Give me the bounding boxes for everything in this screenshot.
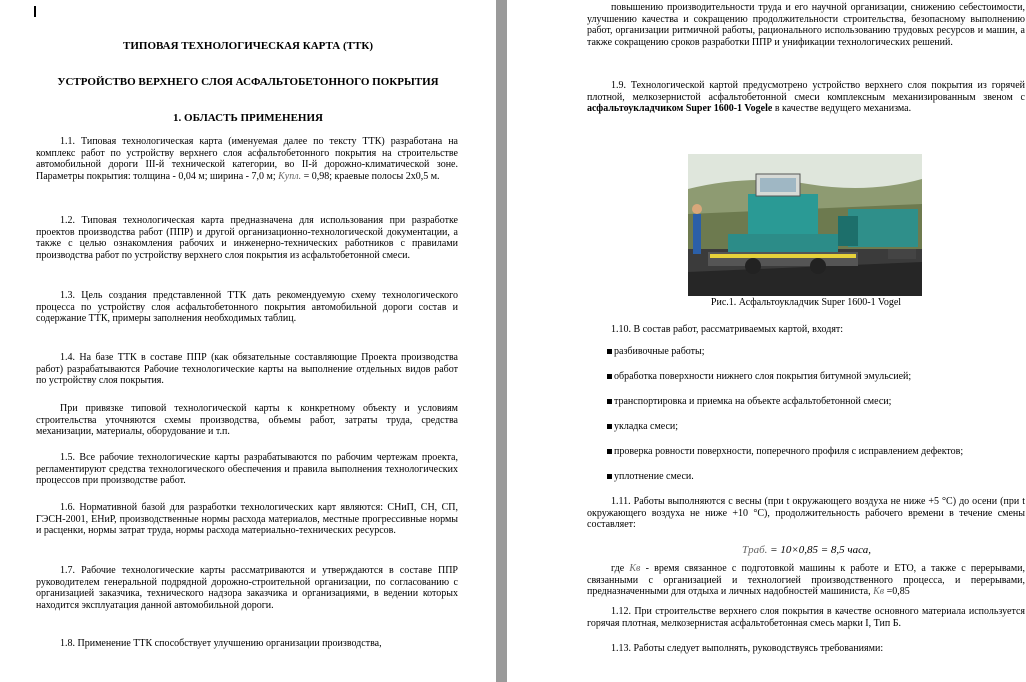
paver-model-bold: асфальтоукладчиком Super 1600-1 Vogele — [587, 103, 773, 114]
formula-expression: = 10×0,85 = 8,5 часа, — [770, 544, 872, 556]
asphalt-paver-photo — [688, 154, 922, 296]
paragraph-1-4: 1.4. На базе ТТК в составе ППР (как обязательные составляющие Проекта производства работ) разрабатываются Рабочие технологические карты на выполнение отдельных видов работ по устройству слоя покрытия. — [36, 352, 458, 386]
page-gutter — [496, 0, 507, 682]
list-item: укладка смеси; — [607, 421, 678, 433]
list-item: уплотнение смеси. — [607, 471, 694, 483]
paragraph-1-9 — [587, 80, 1025, 115]
t-rab-symbol: Tраб. — [742, 544, 768, 556]
list-item: транспортировка и приемка на объекте асфальтобетонной смеси; — [607, 396, 891, 408]
list-item: разбивочные работы; — [607, 346, 705, 358]
k-upl-symbol: Kупл. — [278, 170, 302, 182]
text-cursor — [34, 6, 36, 17]
work-time-formula — [742, 544, 871, 556]
paragraph-1-4b: При привязке типовой технологической карты к конкретному объекту и условиям строительства уточняются схемы производства, объемы работ, затраты труда, средства механизации, материалы, оборудование и т.п. — [36, 403, 458, 437]
list-item: проверка ровности поверхности, поперечного профиля с исправлением дефектов; — [607, 446, 963, 458]
paragraph-1-8-continued: повышению производительности труда и его научной организации, снижению себестоимости, улучшению качества и сокращению продолжительности строительства, безопасному выполнению работ, организации ритмичной работы, рационального использованию трудовых ресурсов и машин, а также сокращению сроков разработки ППР и унификации технологических решений. — [587, 2, 1025, 48]
where-word: где — [611, 563, 625, 574]
paragraph-1-1-text: 1.1. Типовая технологическая карта (именуемая далее по тексту ТТК) разработана на комплекс работ по устройству верхнего слоя асфальтобетонного покрытия на строительстве автомобильной дороги III-й технической категории, во II-й дорожно-климатической зоне. Параметры покрытия: толщина - 0,04 м; ширина - 7,0 м; — [36, 136, 458, 182]
kv-symbol: Kв — [629, 563, 641, 574]
paragraph-1-8: 1.8. Применение ТТК способствует улучшению организации производства, — [60, 638, 382, 649]
paragraph-1-7: 1.7. Рабочие технологические карты рассматриваются и утверждаются в составе ППР руководителем генеральной подрядной дорожно-строительной организации, по согласованию с организацией заказчика, технического надзора заказчика и организациями, в ведении которых находится эксплуатация данной автомобильной дороги. — [36, 565, 458, 611]
paragraph-1-11-explanation — [587, 563, 1025, 598]
paragraph-1-12: 1.12. При строительстве верхнего слоя покрытия в качестве основного материала используется горячая плотная, мелкозернистая асфальтобетонная смесь марки I, Тип Б. — [587, 606, 1025, 629]
section-heading: 1. ОБЛАСТЬ ПРИМЕНЕНИЯ — [173, 112, 323, 124]
paragraph-1-13: 1.13. Работы следует выполнять, руководствуясь требованиями: — [611, 643, 884, 654]
paragraph-1-5: 1.5. Все рабочие технологические карты разрабатываются по рабочим чертежам проекта, регламентируют средства технологического обеспечения и правила выполнения технологических процессов при производстве работ. — [36, 452, 458, 486]
paragraph-1-1-end: = 0,98; краевые полосы 2х0,5 м. — [303, 170, 440, 182]
paragraph-1-6: 1.6. Нормативной базой для разработки технологических карт являются: СНиП, СН, СП, ГЭСН-2001, ЕНиР, производственные нормы расхода материалов, местные прогрессивные нормы и расценки, нормы затрат труда, нормы расхода материально-технических ресурсов. — [36, 502, 458, 536]
document-page-left — [0, 0, 496, 682]
document-subtitle: УСТРОЙСТВО ВЕРХНЕГО СЛОЯ АСФАЛЬТОБЕТОННОГО ПОКРЫТИЯ — [57, 76, 439, 88]
list-item: обработка поверхности нижнего слоя покрытия битумной эмульсией; — [607, 371, 911, 383]
paragraph-1-3: 1.3. Цель создания представленной ТТК дать рекомендуемую схему технологического процесса по устройству слоя асфальтобетонного покрытия автомобильной дороги состав и содержание ТТК, примеры заполнения необходимых таблиц. — [36, 290, 458, 324]
kv-explanation: - время связанное с подготовкой машины к работе и ЕТО, а также с перерывами, связанными с организацией и технологией производственного процесса, и перерывами, предназначенными для отдыха и личных надобностей машиниста, — [587, 563, 1026, 597]
paragraph-1-10: 1.10. В состав работ, рассматриваемых картой, входят: — [611, 324, 844, 335]
paragraph-1-9-end: в качестве ведущего механизма. — [774, 103, 912, 114]
paragraph-1-1 — [36, 136, 458, 182]
paragraph-1-11: 1.11. Работы выполняются с весны (при t окружающего воздуха не ниже +5 °С) до осени (при t окружающего воздуха не ниже +10 °С), продолжительность рабочего времени в течение смены составляет: — [587, 496, 1025, 530]
paragraph-1-9-text: 1.9. Технологической картой предусмотрено устройство верхнего слоя покрытия из горячей плотной, мелкозернистой асфальтобетонной смеси комплексным механизированным звеном с — [587, 80, 1025, 103]
kv-value: =0,85 — [886, 586, 910, 597]
document-title: ТИПОВАЯ ТЕХНОЛОГИЧЕСКАЯ КАРТА (ТТК) — [123, 40, 373, 52]
kv-symbol-2: Kв — [873, 586, 885, 597]
paragraph-1-2: 1.2. Типовая технологическая карта предназначена для использования при разработке проектов производства работ (ППР) и другой организационно-технологической документации, а также с целью ознакомления рабочих и инженерно-технических работников с правилами производства работ по устройству верхнего слоя покрытия из асфальтобетонной смеси. — [36, 215, 458, 261]
figure-caption: Рис.1. Асфальтоукладчик Super 1600-1 Vogel — [710, 297, 902, 308]
